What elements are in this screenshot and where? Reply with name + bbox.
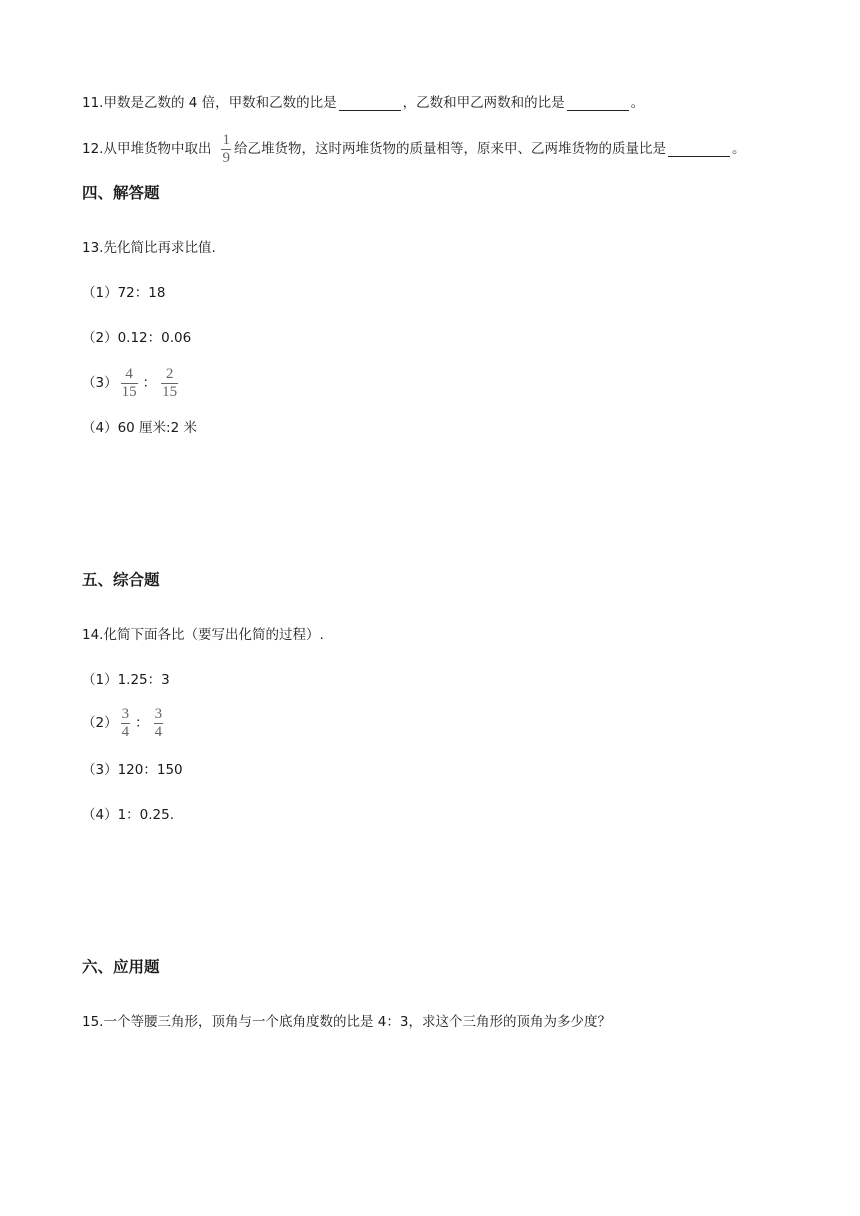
question-15: 15.一个等腰三角形，顶角与一个底角度数的比是 4：3，求这个三角形的顶角为多少度？ — [82, 1014, 611, 1030]
q12-text-3: 。 — [731, 140, 746, 157]
ratio-separator: ： — [135, 714, 149, 731]
question-14-item — [82, 707, 166, 740]
fraction-numerator: 1 — [222, 132, 230, 148]
fraction-denominator: 15 — [162, 384, 178, 400]
question-13-item: （4）60 厘米:2 米 — [82, 420, 197, 436]
q12-text-2: 给乙堆货物，这时两堆货物的质量相等，原来甲、乙两堆货物的质量比是 — [233, 140, 666, 157]
fraction-denominator: 15 — [121, 384, 137, 400]
fraction — [161, 367, 178, 400]
q11-text-3: 。 — [630, 95, 645, 112]
question-14-title: 14.化简下面各比（要写出化简的过程）. — [82, 627, 324, 643]
section-heading: 五、综合题 — [82, 571, 160, 589]
fraction — [121, 367, 138, 400]
answer-blank — [668, 143, 730, 157]
fraction — [121, 707, 131, 740]
fraction-numerator: 2 — [165, 366, 174, 382]
fraction-numerator: 3 — [121, 706, 130, 722]
question-13-item — [82, 367, 181, 400]
fraction-denominator: 4 — [121, 724, 130, 740]
q12-text-1: 12.从甲堆货物中取出 — [82, 140, 212, 157]
question-14-item: （3）120：150 — [82, 762, 183, 778]
fraction-denominator: 4 — [154, 724, 163, 740]
fraction-numerator: 4 — [125, 366, 133, 382]
item-number: （3） — [82, 374, 118, 391]
section-heading: 四、解答题 — [82, 184, 160, 202]
question-11 — [82, 97, 644, 111]
answer-blank — [339, 97, 401, 111]
q11-text-1: 11.甲数是乙数的 4 倍，甲数和乙数的比是 — [82, 95, 337, 112]
question-13-item: （2）0.12：0.06 — [82, 330, 192, 346]
question-14-item: （4）1：0.25. — [82, 807, 175, 823]
fraction-numerator: 3 — [154, 706, 163, 722]
answer-blank — [567, 97, 629, 111]
question-13-item: （1）72：18 — [82, 285, 166, 301]
fraction — [154, 707, 164, 740]
item-number: （2） — [82, 714, 118, 731]
ratio-separator: ： — [142, 374, 157, 391]
fraction-denominator: 9 — [222, 150, 230, 166]
fraction — [221, 133, 231, 166]
question-12 — [82, 133, 745, 166]
question-14-item: （1）1.25：3 — [82, 672, 170, 688]
q11-text-2: ，乙数和甲乙两数和的比是 — [402, 95, 565, 112]
question-13-title: 13.先化简比再求比值. — [82, 240, 216, 256]
section-heading: 六、应用题 — [82, 958, 160, 976]
